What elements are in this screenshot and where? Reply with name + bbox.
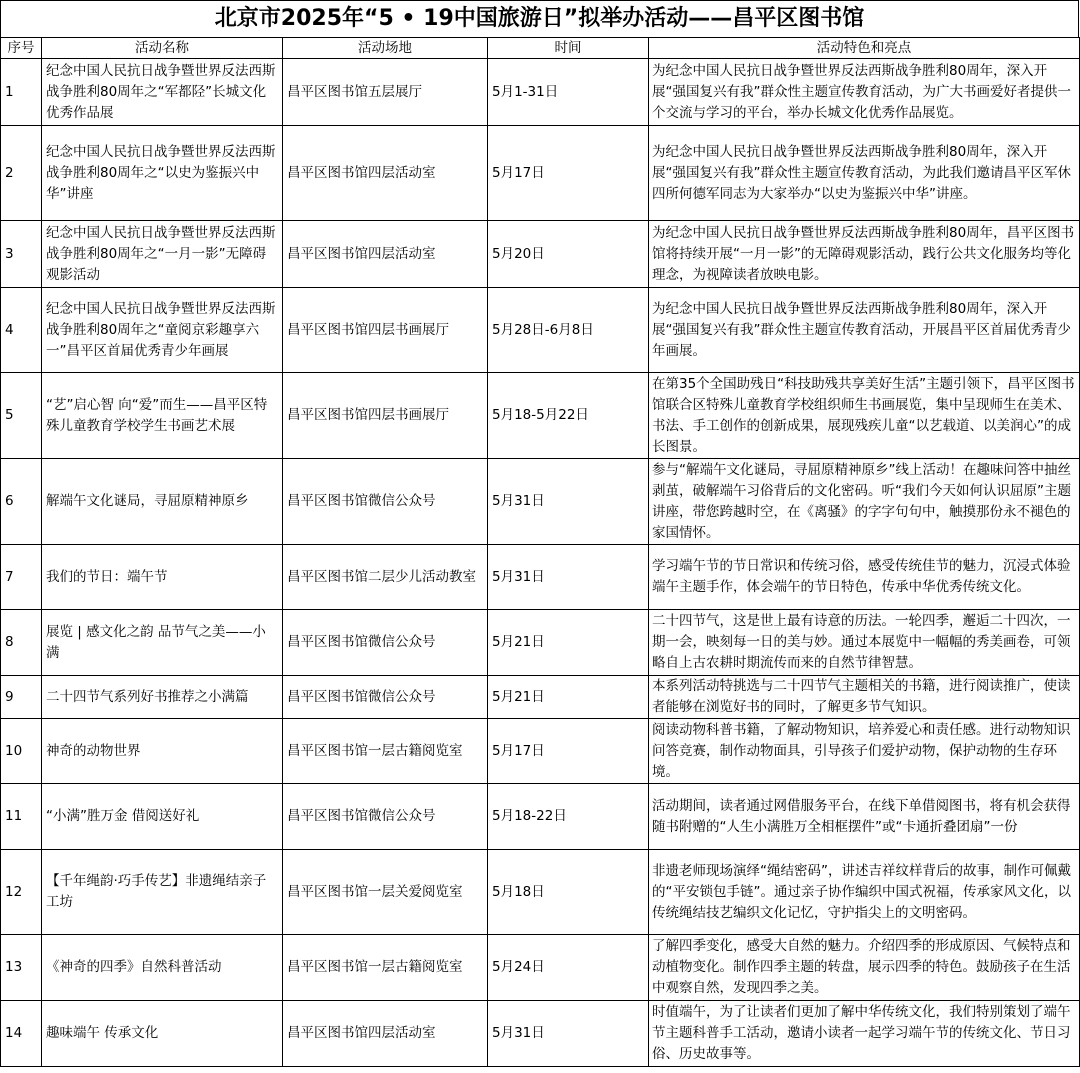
table-row	[1, 850, 1080, 935]
table-row	[1, 373, 1080, 459]
row-no: 2	[1, 126, 42, 221]
row-time: 5月24日	[488, 935, 649, 1001]
row-name: 趣味端午 传承文化	[42, 1001, 283, 1067]
header-row	[1, 38, 1080, 59]
header-time: 时间	[488, 38, 649, 59]
row-name: 神奇的动物世界	[42, 719, 283, 784]
row-desc: 活动期间，读者通过网借服务平台，在线下单借阅图书，将有机会获得随书附赠的“人生小满胜万全相框摆件”或“卡通折叠团扇”一份	[649, 784, 1080, 850]
row-name: 纪念中国人民抗日战争暨世界反法西斯战争胜利80周年之“军都陉”长城文化优秀作品展	[42, 59, 283, 126]
row-desc: 参与“解端午文化谜局，寻屈原精神原乡”线上活动！在趣味问答中抽丝剥茧，破解端午习俗背后的文化密码。听“我们今天如何认识屈原”主题讲座，带您跨越时空，在《离骚》的字字句句中，触摸那份永不褪色的家国情怀。	[649, 459, 1080, 545]
table-row	[1, 719, 1080, 784]
row-desc: 为纪念中国人民抗日战争暨世界反法西斯战争胜利80周年，深入开展“强国复兴有我”群众性主题宣传教育活动，开展昌平区首届优秀青少年画展。	[649, 288, 1080, 373]
table-row	[1, 59, 1080, 126]
row-venue: 昌平区图书馆微信公众号	[283, 459, 488, 545]
row-name: 《神奇的四季》自然科普活动	[42, 935, 283, 1001]
row-no: 8	[1, 610, 42, 676]
row-time: 5月21日	[488, 610, 649, 676]
row-time: 5月1-31日	[488, 59, 649, 126]
row-no: 6	[1, 459, 42, 545]
table-row	[1, 459, 1080, 545]
row-venue: 昌平区图书馆一层古籍阅览室	[283, 719, 488, 784]
row-name: 纪念中国人民抗日战争暨世界反法西斯战争胜利80周年之“一月一影”无障碍观影活动	[42, 221, 283, 288]
row-venue: 昌平区图书馆二层少儿活动教室	[283, 545, 488, 610]
activity-table	[0, 37, 1080, 1067]
row-no: 3	[1, 221, 42, 288]
row-no: 12	[1, 850, 42, 935]
header-desc: 活动特色和亮点	[649, 38, 1080, 59]
row-venue: 昌平区图书馆四层活动室	[283, 1001, 488, 1067]
row-time: 5月31日	[488, 459, 649, 545]
row-desc: 为纪念中国人民抗日战争暨世界反法西斯战争胜利80周年，昌平区图书馆将持续开展“一月一影”的无障碍观影活动，践行公共文化服务均等化理念，为视障读者放映电影。	[649, 221, 1080, 288]
row-desc: 时值端午，为了让读者们更加了解中华传统文化，我们特别策划了端午节主题科普手工活动，邀请小读者一起学习端午节的传统文化、节日习俗、历史故事等。	[649, 1001, 1080, 1067]
table-row	[1, 545, 1080, 610]
row-venue: 昌平区图书馆四层活动室	[283, 221, 488, 288]
row-no: 7	[1, 545, 42, 610]
row-no: 13	[1, 935, 42, 1001]
row-venue: 昌平区图书馆五层展厅	[283, 59, 488, 126]
row-name: 我们的节日：端午节	[42, 545, 283, 610]
row-no: 11	[1, 784, 42, 850]
row-time: 5月17日	[488, 719, 649, 784]
row-venue: 昌平区图书馆四层书画展厅	[283, 288, 488, 373]
row-desc: 学习端午节的节日常识和传统习俗，感受传统佳节的魅力，沉浸式体验端午主题手作，体会端午的节日特色，传承中华优秀传统文化。	[649, 545, 1080, 610]
row-name: “艺”启心智 向“爱”而生——昌平区特殊儿童教育学校学生书画艺术展	[42, 373, 283, 459]
row-time: 5月21日	[488, 676, 649, 719]
row-name: “小满”胜万金 借阅送好礼	[42, 784, 283, 850]
row-no: 1	[1, 59, 42, 126]
row-desc: 阅读动物科普书籍，了解动物知识，培养爱心和责任感。进行动物知识问答竞赛，制作动物面具，引导孩子们爱护动物，保护动物的生存环境。	[649, 719, 1080, 784]
table-row	[1, 126, 1080, 221]
row-desc: 为纪念中国人民抗日战争暨世界反法西斯战争胜利80周年，深入开展“强国复兴有我”群众性主题宣传教育活动，为此我们邀请昌平区军休四所何德军同志为大家举办“以史为鉴振兴中华”讲座。	[649, 126, 1080, 221]
row-name: 纪念中国人民抗日战争暨世界反法西斯战争胜利80周年之“以史为鉴振兴中华”讲座	[42, 126, 283, 221]
row-venue: 昌平区图书馆一层关爱阅览室	[283, 850, 488, 935]
row-name: 纪念中国人民抗日战争暨世界反法西斯战争胜利80周年之“童阅京彩趣享六一”昌平区首届优秀青少年画展	[42, 288, 283, 373]
row-desc: 在第35个全国助残日“科技助残共享美好生活”主题引领下，昌平区图书馆联合区特殊儿童教育学校组织师生书画展览，集中呈现师生在美术、书法、手工创作的创新成果，展现残疾儿童“以艺载道、以美润心”的成长图景。	[649, 373, 1080, 459]
table-row	[1, 676, 1080, 719]
row-desc: 非遗老师现场演绎“绳结密码”，讲述吉祥纹样背后的故事，制作可佩戴的“平安锁包手链”。通过亲子协作编织中国式祝福，传承家风文化，以传统绳结技艺编织文化记忆，守护指尖上的文明密码。	[649, 850, 1080, 935]
row-no: 10	[1, 719, 42, 784]
sheet-title: 北京市2025年“5 • 19中国旅游日”拟举办活动——昌平区图书馆	[0, 0, 1079, 37]
row-desc: 二十四节气，这是世上最有诗意的历法。一轮四季，邂逅二十四次，一期一会，映刻每一日的美与妙。通过本展览中一幅幅的秀美画卷，可领略自上古农耕时期流传而来的自然节律智慧。	[649, 610, 1080, 676]
row-time: 5月18-5月22日	[488, 373, 649, 459]
header-no: 序号	[1, 38, 42, 59]
row-time: 5月20日	[488, 221, 649, 288]
row-no: 14	[1, 1001, 42, 1067]
row-time: 5月31日	[488, 545, 649, 610]
table-row	[1, 221, 1080, 288]
table-row	[1, 784, 1080, 850]
row-desc: 本系列活动特挑选与二十四节气主题相关的书籍，进行阅读推广，使读者能够在浏览好书的同时，了解更多节气知识。	[649, 676, 1080, 719]
table-row	[1, 288, 1080, 373]
row-venue: 昌平区图书馆微信公众号	[283, 610, 488, 676]
row-desc: 了解四季变化，感受大自然的魅力。介绍四季的形成原因、气候特点和动植物变化。制作四季主题的转盘，展示四季的特色。鼓励孩子在生活中观察自然，发现四季之美。	[649, 935, 1080, 1001]
row-venue: 昌平区图书馆四层书画展厅	[283, 373, 488, 459]
row-venue: 昌平区图书馆微信公众号	[283, 784, 488, 850]
row-time: 5月28日-6月8日	[488, 288, 649, 373]
row-time: 5月18-22日	[488, 784, 649, 850]
row-no: 5	[1, 373, 42, 459]
header-venue: 活动场地	[283, 38, 488, 59]
table-row	[1, 610, 1080, 676]
row-venue: 昌平区图书馆微信公众号	[283, 676, 488, 719]
row-venue: 昌平区图书馆一层古籍阅览室	[283, 935, 488, 1001]
table-row	[1, 935, 1080, 1001]
row-name: 展览 | 感文化之韵 品节气之美——小满	[42, 610, 283, 676]
row-no: 9	[1, 676, 42, 719]
header-name: 活动名称	[42, 38, 283, 59]
row-name: 解端午文化谜局，寻屈原精神原乡	[42, 459, 283, 545]
row-desc: 为纪念中国人民抗日战争暨世界反法西斯战争胜利80周年，深入开展“强国复兴有我”群众性主题宣传教育活动，为广大书画爱好者提供一个交流与学习的平台，举办长城文化优秀作品展览。	[649, 59, 1080, 126]
row-name: 二十四节气系列好书推荐之小满篇	[42, 676, 283, 719]
row-time: 5月18日	[488, 850, 649, 935]
row-name: 【千年绳韵·巧手传艺】非遗绳结亲子工坊	[42, 850, 283, 935]
row-time: 5月31日	[488, 1001, 649, 1067]
row-venue: 昌平区图书馆四层活动室	[283, 126, 488, 221]
table-row	[1, 1001, 1080, 1067]
row-no: 4	[1, 288, 42, 373]
row-time: 5月17日	[488, 126, 649, 221]
